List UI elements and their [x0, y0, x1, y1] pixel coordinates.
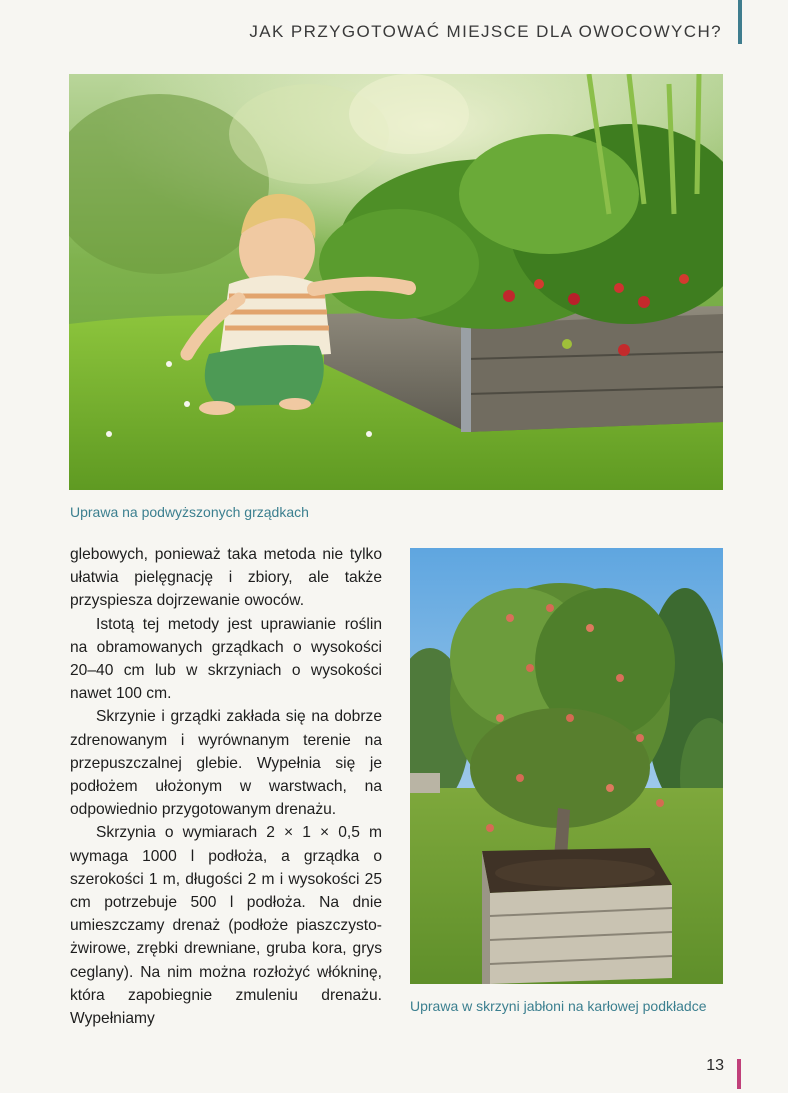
- body-paragraph: Skrzynia o wymiarach 2 × 1 × 0,5 m wymaga 1000 l podłoża, a grządka o szerokości 1 m, długości 2 m i wysokości 25 cm potrzebuje 500 l podłoża. Na dnie umieszczamy drenaż (podłoże piaszczysto-żwirowe, zrębki drewniane, gruba kora, grys ceglany). Na nim można rozłożyć włókninę, która zapobiegnie zmuleniu drenażu. Wypełniamy: [70, 824, 382, 1028]
- apple-tree-box-photo: [410, 548, 723, 984]
- right-photo-caption: Uprawa w skrzyni jabłoni na karłowej podkładce: [410, 998, 707, 1014]
- body-paragraph: Skrzynie i grządki zakłada się na dobrze zdrenowanym i wyrównanym terenie na przepuszczalnej glebie. Wypełnia się je podłożem ułożonym w warstwach, na odpowiednio przygotowanym drenażu.: [70, 708, 382, 819]
- page-number: 13: [706, 1057, 724, 1074]
- apple-tree-illustration: [410, 548, 723, 984]
- body-text-column: [70, 543, 382, 1030]
- running-header-title: JAK PRZYGOTOWAĆ MIEJSCE DLA OWOCOWYCH?: [249, 22, 722, 41]
- header-accent-rule: [738, 0, 742, 44]
- raised-bed-photo: [69, 74, 723, 490]
- body-paragraph: glebowych, ponieważ taka metoda nie tylko ułatwia pielęgnację i zbiory, ale także przyspiesza dojrzewanie owoców.: [70, 546, 382, 610]
- raised-bed-illustration: [69, 74, 723, 490]
- footer-accent-rule: [737, 1059, 741, 1089]
- top-photo-caption: Uprawa na podwyższonych grządkach: [70, 504, 309, 520]
- body-paragraph: Istotą tej metody jest uprawianie roślin na obramowanych grządkach o wysokości 20–40 cm lub w skrzyniach o wysokości nawet 100 cm.: [70, 615, 382, 703]
